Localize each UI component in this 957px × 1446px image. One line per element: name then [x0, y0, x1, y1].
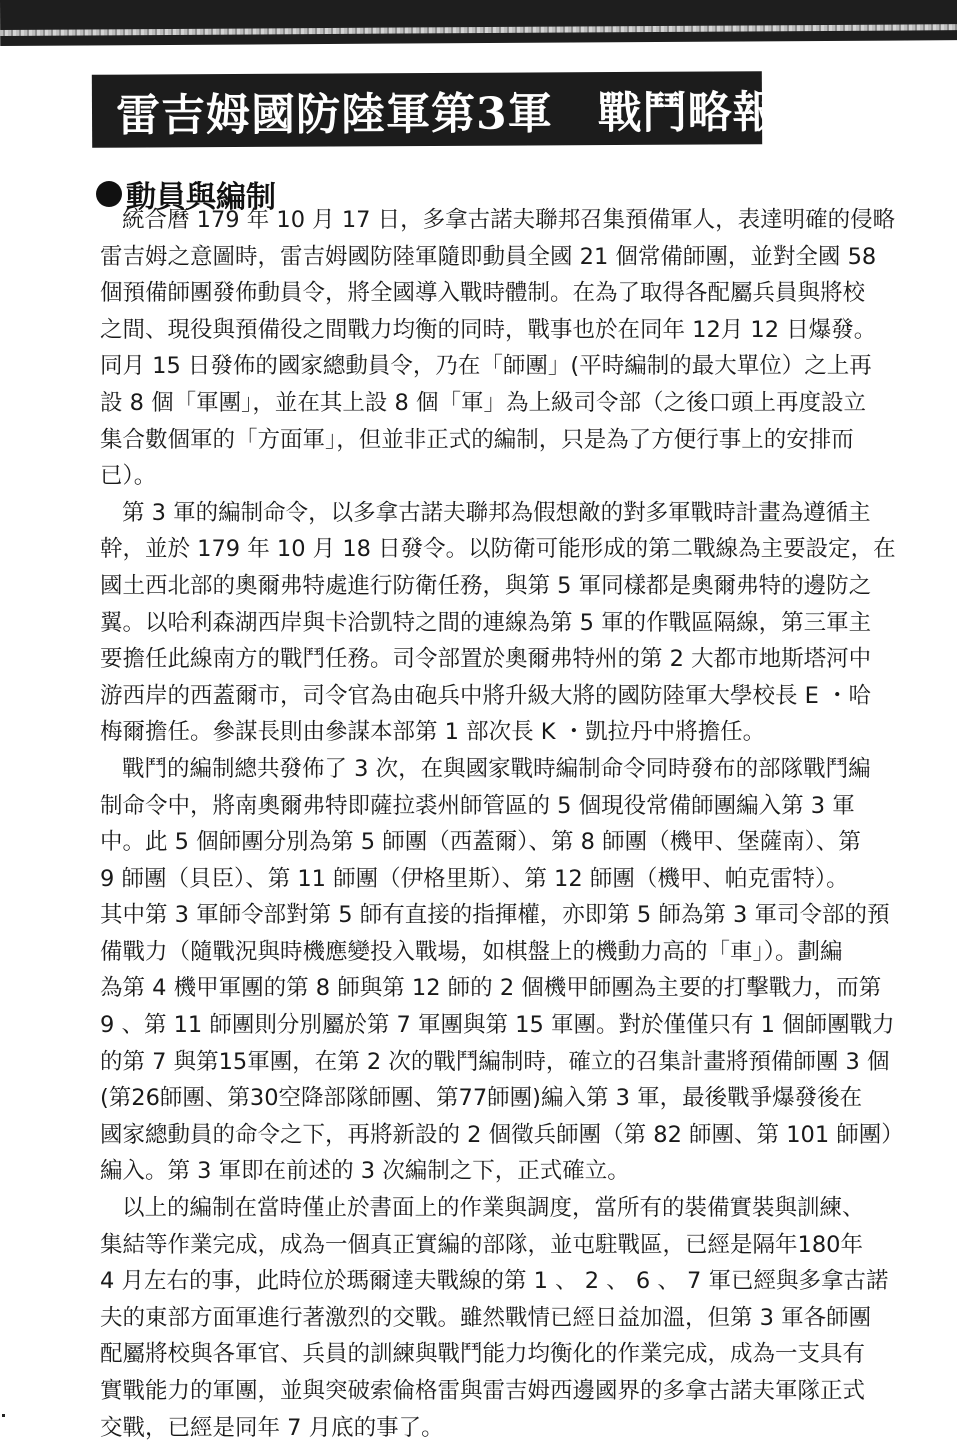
body-line: 集結等作業完成，成為一個真正實編的部隊，並屯駐戰區，已經是隔年180年 [100, 1231, 863, 1258]
body-line: 雷吉姆之意圖時，雷吉姆國防陸軍隨即動員全國 21 個常備師團，並對全國 58 [100, 243, 877, 270]
body-line: 設 8 個「軍團」，並在其上設 8 個「軍」為上級司令部（之後口頭上再度設立 [100, 389, 866, 416]
body-line: 戰鬥的編制總共發佈了 3 次，在與國家戰時編制命令同時發布的部隊戰鬥編 [122, 755, 871, 782]
body-line: 幹，並於 179 年 10 月 18 日發令。以防衛可能形成的第二戰線為主要設定，在 [100, 536, 896, 563]
body-line: 已）。 [100, 463, 157, 490]
body-line: 以上的編制在當時僅止於書面上的作業與調度，當所有的裝備實裝與訓練、 [122, 1195, 865, 1222]
body-line: 同月 15 日發佈的國家總動員令，乃在「師團」(平時編制的最大單位）之上再 [100, 353, 872, 380]
body-line: 交戰，已經是同年 7 月底的事了。 [100, 1414, 444, 1441]
body-line: 其中第 3 軍師令部對第 5 師有直接的指揮權，亦即第 5 師為第 3 軍司令部的預 [100, 902, 890, 929]
body-line: 翼。以哈利森湖西岸與卡洽凱特之間的連線為第 5 軍的作戰區隔線，第三軍主 [100, 609, 872, 636]
body-line: 國家總動員的命令之下，再將新設的 2 個徵兵師團（第 82 師團、第 101 師團） [100, 1121, 904, 1148]
body-line: 4 月左右的事，此時位於瑪爾達夫戰線的第 1 、 2 、 6 、 7 軍已經與多拿古諾 [100, 1268, 889, 1295]
body-line: 9 、第 11 師團則分別屬於第 7 軍團與第 15 軍團。對於僅僅只有 1 個師團戰力 [100, 1012, 895, 1039]
body-line: 配屬將校與各軍官、兵員的訓練與戰鬥能力均衡化的作業完成，成為一支具有 [100, 1341, 866, 1368]
article-body [100, 202, 942, 1446]
body-line: 9 師團（貝臣）、第 11 師團（伊格里斯）、第 12 師團（機甲、帕克雷特）。 [100, 865, 849, 892]
scan-speck [2, 1414, 5, 1417]
body-line: 制命令中，將南奧爾弗特即薩拉裘州師管區的 5 個現役常備師團編入第 3 軍 [100, 792, 855, 819]
body-line: 編入。第 3 軍即在前述的 3 次編制之下，正式確立。 [100, 1158, 630, 1185]
body-line: 的第 7 與第15軍團，在第 2 次的戰鬥編制時，確立的召集計畫將預備師團 3 個 [100, 1048, 890, 1075]
body-line: 要擔任此線南方的戰鬥任務。司令部置於奧爾弗特州的第 2 大都市地斯塔河中 [100, 646, 872, 673]
body-line: 第 3 軍的編制命令，以多拿古諾夫聯邦為假想敵的對多軍戰時計畫為遵循主 [122, 499, 871, 526]
page-title: 雷吉姆國防陸軍第3軍 戰鬥略報 [115, 86, 778, 142]
header-dark-band [0, 0, 957, 46]
body-line: 之間、現役與預備役之間戰力均衡的同時，戰事也於在同年 12月 12 日爆發。 [100, 316, 877, 343]
body-line: (第26師團、第30空降部隊師團、第77師團)編入第 3 軍，最後戰爭爆發後在 [100, 1085, 863, 1112]
body-line: 為第 4 機甲軍團的第 8 師與第 12 師的 2 個機甲師團為主要的打擊戰力，而第 [100, 975, 882, 1002]
body-line: 中。此 5 個師團分別為第 5 師團（西蓋爾）、第 8 師團（機甲、堡薩南）、第 [100, 829, 861, 856]
body-line: 國土西北部的奧爾弗特處進行防衛任務，與第 5 軍同樣都是奧爾弗特的邊防之 [100, 572, 872, 599]
body-line: 集合數個軍的「方面軍」，但並非正式的編制，只是為了方便行事上的安排而 [100, 426, 854, 453]
section-heading-text: 動員與編制 [126, 180, 276, 215]
body-line: 個預備師團發佈動員令，將全國導入戰時體制。在為了取得各配屬兵員與將校 [100, 280, 866, 307]
body-line: 備戰力（隨戰況與時機應變投入戰場，如棋盤上的機動力高的「車」）。劃編 [100, 938, 843, 965]
title-banner [92, 71, 778, 148]
body-line: 統合曆 179 年 10 月 17 日，多拿古諾夫聯邦召集預備軍人，表達明確的侵略 [122, 207, 896, 233]
body-line: 梅爾擔任。參謀長則由參謀本部第 1 部次長 K ・凱拉丹中將擔任。 [100, 719, 766, 746]
body-line: 實戰能力的軍團，並與突破索倫格雷與雷吉姆西邊國界的多拿古諾夫軍隊正式 [100, 1378, 866, 1404]
body-line: 游西岸的西蓋爾市，司令官為由砲兵中將升級大將的國防陸軍大學校長 E ・哈 [100, 682, 872, 709]
body-line: 夫的東部方面軍進行著激烈的交戰。雖然戰情已經日益加溫，但第 3 軍各師團 [100, 1304, 872, 1331]
